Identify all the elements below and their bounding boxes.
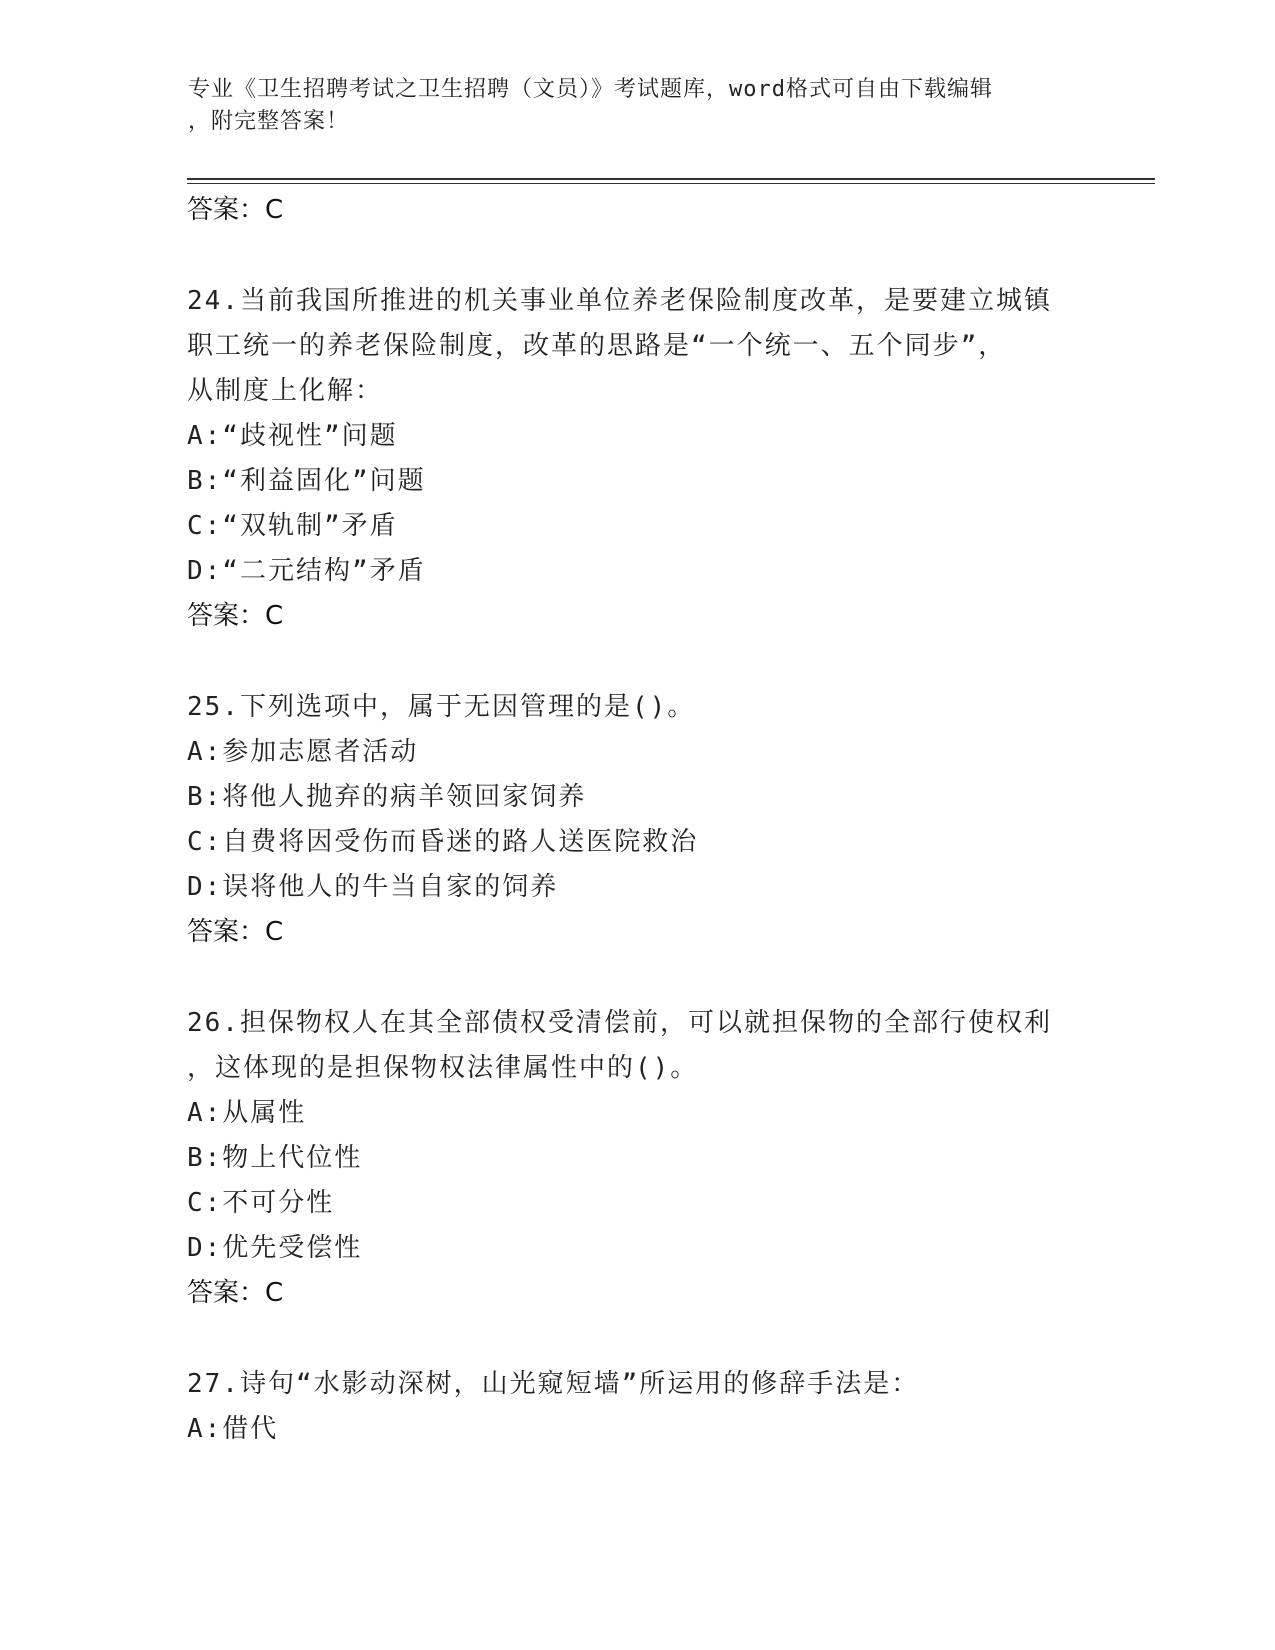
header-rule-thin xyxy=(187,183,1155,184)
question-26 xyxy=(187,1001,1087,1316)
question-24 xyxy=(187,279,1087,639)
option-a: A:借代 xyxy=(187,1414,279,1444)
question-text-line: 职工统一的养老保险制度，改革的思路是“一个统一、五个同步”， xyxy=(187,331,1007,361)
header-rule-thick xyxy=(187,178,1155,180)
question-text-line: 25.下列选项中，属于无因管理的是()。 xyxy=(187,692,696,722)
option-d: D:“二元结构”矛盾 xyxy=(187,556,426,586)
header-line-1: 专业《卫生招聘考试之卫生招聘（文员）》考试题库，word格式可自由下载编辑 xyxy=(188,77,993,102)
previous-answer: 答案：C xyxy=(187,195,284,225)
question-text-line: 27.诗句“水影动深树，山光窥短墙”所运用的修辞手法是： xyxy=(187,1369,920,1399)
question-text-line: 26.担保物权人在其全部债权受清偿前，可以就担保物的全部行使权利 xyxy=(187,1008,1052,1038)
question-text-line: 24.当前我国所推进的机关事业单位养老保险制度改革，是要建立城镇 xyxy=(187,286,1052,316)
answer-line: 答案：C xyxy=(187,601,284,631)
option-a: A:“歧视性”问题 xyxy=(187,421,398,451)
option-d: D:优先受偿性 xyxy=(187,1233,363,1263)
option-a: A:参加志愿者活动 xyxy=(187,737,419,767)
question-27 xyxy=(187,1362,1087,1452)
option-a: A:从属性 xyxy=(187,1098,307,1128)
option-b: B:将他人抛弃的病羊领回家饲养 xyxy=(187,782,587,812)
question-text-line: 从制度上化解： xyxy=(187,376,384,406)
option-b: B:物上代位性 xyxy=(187,1143,363,1173)
spacer xyxy=(187,1316,1087,1362)
answer-line: 答案：C xyxy=(187,917,284,947)
header-line-2: ，附完整答案！ xyxy=(188,109,350,134)
question-text-line: ，这体现的是担保物权法律属性中的()。 xyxy=(187,1053,699,1083)
option-c: C:自费将因受伤而昏迷的路人送医院救治 xyxy=(187,827,699,857)
document-header xyxy=(188,74,1088,138)
option-c: C:不可分性 xyxy=(187,1188,335,1218)
option-c: C:“双轨制”矛盾 xyxy=(187,511,398,541)
option-b: B:“利益固化”问题 xyxy=(187,466,426,496)
answer-line: 答案：C xyxy=(187,1278,284,1308)
question-list xyxy=(187,188,1087,1452)
spacer xyxy=(187,639,1087,685)
spacer xyxy=(187,233,1087,279)
spacer xyxy=(187,955,1087,1001)
question-25 xyxy=(187,685,1087,955)
option-d: D:误将他人的牛当自家的饲养 xyxy=(187,872,559,902)
